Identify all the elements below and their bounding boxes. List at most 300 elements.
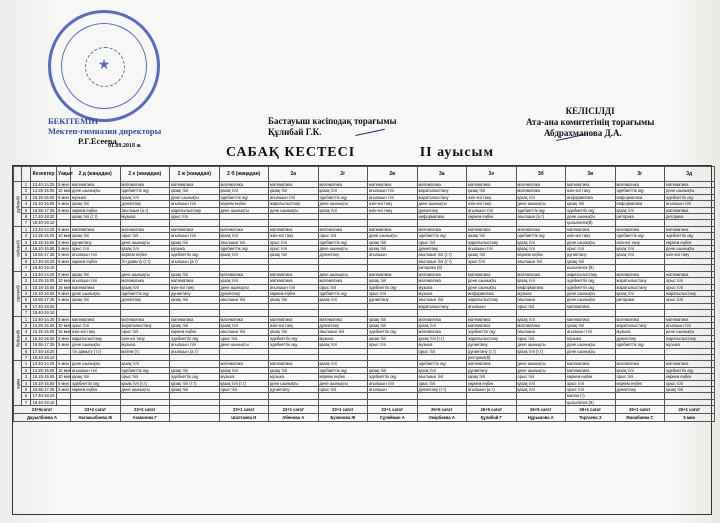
subject-cell: тіл дамыту (т.т)	[71, 348, 121, 354]
subject-cell: өзін-өзі тану	[71, 329, 121, 335]
subject-cell: математика	[417, 271, 467, 277]
subject-cell: қазақ тілі	[318, 188, 368, 194]
break-length: 15 мин	[58, 329, 72, 335]
subject-cell: дене шынықты	[120, 387, 170, 393]
subject-cell: музыка	[269, 374, 319, 380]
lesson-time: 15.15-15.55	[31, 239, 57, 245]
subject-cell: математика	[219, 361, 269, 367]
subject-cell: орыс тілі	[665, 380, 715, 386]
schedule-table	[13, 166, 715, 422]
lesson-time: 16.55-17.35	[31, 342, 57, 348]
subject-cell: қазақ тілі (т.т)	[417, 335, 467, 341]
subject-cell: математика	[219, 316, 269, 322]
subject-cell: математика	[566, 361, 616, 367]
break-length: 10 мин	[58, 278, 72, 284]
subject-cell: математика	[665, 226, 715, 232]
subject-cell: көркем еңбек	[219, 201, 269, 207]
lesson-number: 5	[22, 252, 31, 258]
teacher-cell: Омірбаева А	[417, 414, 467, 422]
subject-cell: әдебиеттік оқу	[219, 246, 269, 252]
hours-cell: 23+2 сағат	[120, 406, 170, 414]
subject-cell: әдебиеттік оқу	[269, 342, 319, 348]
subject-cell: математика	[615, 361, 665, 367]
subject-cell: дүниетану	[467, 342, 517, 348]
class-header: 3ә	[467, 167, 517, 182]
break-length: 5 мин	[58, 246, 69, 252]
subject-cell: орыс тілі	[71, 322, 121, 328]
subject-cell: қазақ тілі	[516, 246, 566, 252]
subject-cell: дене шынықты	[566, 342, 616, 348]
teacher-cell: Торгаева З	[566, 414, 616, 422]
subject-cell: музыка	[71, 194, 121, 200]
hours-row	[14, 406, 715, 414]
subject-cell: ағылшын тілі	[219, 239, 269, 245]
subject-cell: қазақ тілі	[368, 239, 418, 245]
subject-cell: дүниетану	[615, 335, 665, 341]
subject-cell: математика	[170, 182, 220, 188]
class-header: 2 ж (жаңадан)	[170, 167, 220, 182]
break-length: 5 мин	[58, 361, 69, 367]
lesson-number: 5	[22, 387, 31, 393]
subject-cell: математика	[269, 361, 319, 367]
subject-cell: жаратылыстану	[269, 201, 319, 207]
subject-cell: математика	[566, 182, 616, 188]
subject-cell: қазақ тілі	[219, 278, 269, 284]
lesson-time: 16.55-17.35	[31, 387, 57, 393]
subject-cell: дене шынықты	[665, 246, 715, 252]
subject-cell: дене шынықты	[318, 380, 368, 386]
subject-cell: көркем еңбек	[170, 329, 220, 335]
subject-cell: математика	[219, 271, 269, 277]
subject-cell: орыс тілі	[318, 387, 368, 393]
lesson-time: 14.25-15.05	[31, 278, 57, 284]
subject-cell: математика	[170, 316, 220, 322]
subject-cell: дүниетану	[318, 322, 368, 328]
break-length: 5 мин	[58, 290, 69, 296]
lesson-number: 6	[22, 348, 31, 354]
subject-cell: қазақ тілі	[368, 367, 418, 373]
subject-cell: математика	[219, 226, 269, 232]
subject-cell: математика	[417, 278, 467, 284]
subject-cell: дене шынықты	[566, 214, 616, 220]
teacher-cell: Нагашыбаева Ж	[71, 414, 121, 422]
lesson-number: 6	[22, 303, 31, 309]
subject-cell: жаратылыстану	[665, 335, 715, 341]
subject-cell: математика	[120, 316, 170, 322]
subject-cell: ағылшын тілі	[417, 297, 467, 303]
lesson-number: 5	[22, 207, 31, 213]
subject-cell: математика	[269, 182, 319, 188]
subject-cell: қазақ тілі	[170, 271, 220, 277]
subject-cell: дене шынықты	[318, 246, 368, 252]
hours-cell	[170, 406, 220, 414]
subject-cell: ағылшын тілі	[219, 329, 269, 335]
subject-cell: дене шынықты	[516, 361, 566, 367]
lesson-time: 15.15-15.55	[31, 194, 57, 200]
subject-cell: әдебиеттік оқу	[417, 233, 467, 239]
subject-cell: қазақ тілі	[219, 252, 269, 258]
corner-cell	[14, 167, 22, 182]
subject-cell: қазақ тілі	[71, 297, 121, 303]
subject-cell: математика	[516, 322, 566, 328]
subject-cell: дүниетану	[269, 387, 319, 393]
subject-cell: ағылшын тілі	[368, 188, 418, 194]
subject-cell: әдебиеттік оқу	[467, 329, 517, 335]
subject-cell: орыс тілі	[368, 290, 418, 296]
teacher-cell: Абенова А	[269, 414, 319, 422]
subject-cell: жаратылыстану	[615, 278, 665, 284]
subject-cell: математика	[417, 329, 467, 335]
subject-cell: әдебиеттік оқу	[318, 239, 368, 245]
subject-cell: риторика	[615, 297, 665, 303]
teacher-cell	[170, 414, 220, 422]
subject-cell: әдебиеттік оқу	[71, 380, 121, 386]
schedule-grid	[12, 165, 712, 515]
subject-cell: жаратылыстану	[170, 207, 220, 213]
lesson-number: 7	[22, 354, 31, 360]
subject-cell: әдебиеттік оқу	[170, 374, 220, 380]
lesson-number: 6	[22, 393, 31, 399]
subject-cell: дене шынықты	[71, 290, 121, 296]
lesson-time: 16.10-16.55	[31, 201, 57, 207]
teacher-cell: Шалтаева И	[219, 414, 269, 422]
subject-cell: дүниетану	[120, 201, 170, 207]
lesson-number: 1	[22, 182, 31, 188]
subject-cell: қазақ тілі	[516, 278, 566, 284]
subject-cell: дүниетану	[417, 207, 467, 213]
subject-cell: дене шынықты	[665, 188, 715, 194]
subject-cell: орыс тілі	[566, 246, 616, 252]
subject-cell: дене шынықты	[170, 194, 220, 200]
subject-cell: өзін-өзі тану	[368, 201, 418, 207]
subject-cell: дене шынықты	[467, 278, 517, 284]
subject-cell: қазақ тілі	[269, 252, 319, 258]
subject-cell: жаратылыстану	[417, 303, 467, 309]
subject-cell: дүниетану	[368, 297, 418, 303]
subject-cell: көркем еңбек	[269, 290, 319, 296]
subject-cell: қазақ тілі	[615, 367, 665, 373]
subject-cell: дүниетану	[120, 297, 170, 303]
subject-cell: математика	[318, 278, 368, 284]
subject-cell: қызылелек (8)	[566, 399, 616, 405]
title-shift: II ауысым	[419, 145, 494, 160]
lesson-number: 3	[22, 239, 31, 245]
subject-cell: жаратылыстану	[467, 335, 517, 341]
subject-cell: музыка	[318, 335, 368, 341]
subject-cell: дене шынықты	[71, 361, 121, 367]
subject-cell: қазақ тілі	[516, 316, 566, 322]
subject-cell: информатика	[615, 201, 665, 207]
parent-committee-role: Ата-ана комитетінің торағымы	[526, 117, 655, 127]
subject-cell: қазақ тілі	[269, 297, 319, 303]
corner-label: Кезектер	[31, 167, 57, 182]
subject-cell: қазақ тілі	[120, 284, 170, 290]
lesson-number: 4	[22, 335, 31, 341]
subject-cell: орыс тілі	[417, 348, 467, 354]
subject-cell: қазақ тілі	[219, 367, 269, 373]
official-stamp	[48, 10, 160, 122]
subject-cell: қазақ тілі	[269, 188, 319, 194]
subject-cell: дене шынықты	[516, 367, 566, 373]
subject-cell: музыка	[120, 214, 170, 220]
teacher-cell: Сұлейман А	[368, 414, 418, 422]
lesson-number: 1	[22, 271, 31, 277]
subject-cell: қазақ тілі	[368, 278, 418, 284]
subject-cell: математика	[318, 316, 368, 322]
lesson-time: 18.40-19.10	[31, 354, 57, 360]
lesson-time: 17.40-18.20	[31, 214, 57, 220]
subject-cell: өзін-өзі тану	[170, 284, 220, 290]
subject-cell: қазақ тілі	[219, 233, 269, 239]
subject-cell: математика	[467, 322, 517, 328]
approval-block	[48, 116, 161, 146]
subject-cell: орыс тілі	[318, 233, 368, 239]
subject-cell: ағылшын	[516, 297, 566, 303]
hours-cell: 23+2 сағат	[71, 406, 121, 414]
subject-cell: қазақ тілі	[219, 188, 269, 194]
subject-cell: ағылшын тілі	[269, 284, 319, 290]
subject-cell: математика	[120, 182, 170, 188]
subject-cell: ағылшын (а.т)	[170, 348, 220, 354]
subject-cell: дене шынықты	[71, 342, 121, 348]
subject-cell: ағылшын тілі	[71, 367, 121, 373]
lesson-time: 15.15-15.55	[31, 329, 57, 335]
subject-cell: ағылшын тілі (т.т)	[417, 252, 467, 258]
director-role: Мектеп-гимназия директоры	[48, 126, 162, 136]
lesson-number: 1	[22, 361, 31, 367]
subject-cell: ағылшын тілі	[219, 297, 269, 303]
subject-cell: математика	[269, 271, 319, 277]
subject-cell: орыс тілі	[269, 239, 319, 245]
hours-cell: 26+5 сағат	[417, 406, 467, 414]
subject-cell: әдебиеттік оқу	[665, 233, 715, 239]
subject-cell: орыс тілі	[170, 214, 220, 220]
lesson-number: 3	[22, 194, 31, 200]
subject-cell: көркем еңбек	[566, 374, 616, 380]
day-label: сәрсенбі	[14, 271, 22, 316]
subject-cell: музыка	[615, 329, 665, 335]
class-header: 2в	[368, 167, 418, 182]
break-length: 5 мин	[58, 182, 69, 187]
break-length: 5 мин	[58, 239, 69, 245]
subject-cell: қазақ тілі	[368, 246, 418, 252]
break-length: 5 мин	[58, 387, 69, 392]
subject-cell: дүниетану	[170, 290, 220, 296]
subject-cell: математика	[120, 278, 170, 284]
subject-cell: дене шынықты	[120, 271, 170, 277]
lesson-time: 13.40-14.25	[31, 182, 57, 188]
subject-cell: қазақ тілі (т.т)	[516, 348, 566, 354]
subject-cell: музыка	[516, 290, 566, 296]
subject-cell: математика	[467, 361, 517, 367]
subject-cell: матем (т)	[120, 348, 170, 354]
lesson-number: 7	[22, 265, 31, 271]
subject-cell: риторика	[665, 214, 715, 220]
class-header: 3д	[665, 167, 715, 182]
teacher-cell: 5 мин	[665, 414, 715, 422]
class-header: 2 б (жаңадан)	[219, 167, 269, 182]
subject-cell: әдебиеттік оқу	[368, 329, 418, 335]
lesson-number: 4	[22, 380, 31, 386]
lesson-time: 16.55-17.35	[31, 207, 57, 213]
subject-cell: өзін-өзі тану	[566, 233, 616, 239]
subject-cell: кызылелек (8)	[566, 265, 616, 271]
subject-cell: көркем еңбек	[516, 252, 566, 258]
union-role: Бастауыш кәсіподақ торағымы	[268, 116, 397, 126]
subject-cell: дене шынықты	[516, 342, 566, 348]
agreement-block	[526, 106, 654, 139]
subject-cell: математика	[269, 278, 319, 284]
subject-cell: қазақ тілі (т.т)	[71, 214, 121, 220]
subject-cell: қазақ тілі	[516, 387, 566, 393]
subject-cell: жаратылыстану	[467, 297, 517, 303]
subject-cell: орыс тілі	[120, 374, 170, 380]
subject-cell: қазақ тілі (т.т)	[170, 380, 220, 386]
break-length: 10 мин	[58, 188, 72, 194]
subject-cell: әдебиеттік оқу	[516, 233, 566, 239]
break-length: 10 мин	[58, 367, 72, 373]
hours-cell: 23+1 сағат	[368, 406, 418, 414]
day-label: сейсенбі	[14, 226, 22, 271]
lesson-number: 7	[22, 220, 31, 226]
lesson-number: 6	[22, 214, 31, 220]
subject-cell: дене шынықты	[219, 342, 269, 348]
lesson-number: 7	[22, 399, 31, 405]
subject-cell: өзін-өзі тану	[120, 335, 170, 341]
subject-cell: математика	[516, 188, 566, 194]
subject-cell: математика	[665, 271, 715, 277]
subject-cell: математика	[615, 182, 665, 188]
subject-cell: орыс тілі	[566, 380, 616, 386]
subject-cell: қазақ тілі	[467, 374, 517, 380]
subject-cell: өзін-өзі тану	[615, 239, 665, 245]
subject-cell: дене шынықты	[516, 201, 566, 207]
subject-cell: қазақ тілі	[566, 322, 616, 328]
subject-cell: ағылшын тілі	[318, 329, 368, 335]
subject-cell: математика	[269, 226, 319, 232]
subject-cell: орыс тілі	[566, 387, 616, 393]
lesson-number: 5	[22, 342, 31, 348]
subject-cell: музыка	[665, 342, 715, 348]
teacher-cell: Жанабаева С	[615, 414, 665, 422]
subject-cell: дүниетану	[417, 246, 467, 252]
subject-cell: әдебиеттік оқу	[120, 290, 170, 296]
subject-cell: орыс тілі	[417, 239, 467, 245]
subject-cell: математика	[417, 182, 467, 188]
subject-cell: дене шынықты	[566, 297, 616, 303]
subject-cell: қазақ тілі	[318, 342, 368, 348]
subject-cell: өзін-өзі тану	[467, 194, 517, 200]
subject-cell: қазақ тілі	[368, 316, 418, 322]
subject-cell: әдебиеттік оқу	[120, 367, 170, 373]
subject-cell: орыс тілі	[417, 380, 467, 386]
subject-cell: дене шынықты	[71, 188, 121, 194]
subject-cell: информатика	[615, 194, 665, 200]
subject-cell: математика	[269, 316, 319, 322]
subject-cell: қызылелек(8)	[566, 220, 616, 226]
subject-cell: ағылшын тілі	[467, 207, 517, 213]
lesson-number: 2	[22, 278, 31, 284]
hours-cell: 23+1 сағат	[219, 406, 269, 414]
subject-cell: тіл дамыту (т.т)	[120, 258, 170, 264]
subject-cell: математика	[219, 182, 269, 188]
subject-cell: әдебиеттік оқу	[170, 252, 220, 258]
subject-cell: дене шынықты	[417, 201, 467, 207]
subject-cell: орыс тілі	[516, 303, 566, 309]
subject-cell: математика	[71, 316, 121, 322]
lesson-time: 16.55-17.35	[31, 252, 57, 258]
subject-cell: жаратылыстану	[71, 335, 121, 341]
lesson-time: 16.10-16.50	[31, 380, 57, 386]
subject-cell: орыс тілі	[318, 284, 368, 290]
lesson-number: 3	[22, 284, 31, 290]
lesson-number: 4	[22, 290, 31, 296]
break-length: 5 мин	[58, 252, 69, 258]
subject-cell: математика	[417, 316, 467, 322]
subject-cell: ағылшын (а.т)	[467, 387, 517, 393]
subject-cell: қазақ тілі (т.т)	[120, 380, 170, 386]
subject-cell: матем (т)	[566, 393, 616, 399]
subject-cell: әдебиеттік оқу	[615, 188, 665, 194]
break-length: 5 мин	[58, 226, 69, 232]
subject-cell: қазақ тілі	[615, 207, 665, 213]
subject-cell: көркем еңбек	[318, 374, 368, 380]
subject-cell: көркем еңбек	[665, 239, 715, 245]
subject-cell: ағылшын тілі	[170, 342, 220, 348]
subject-cell: қазақ тілі	[269, 329, 319, 335]
lesson-time: 18.40-19.10	[31, 220, 57, 226]
subject-cell: көркем еңбек	[467, 380, 517, 386]
subject-cell: орыс тілі	[665, 284, 715, 290]
subject-cell: ағылшын	[368, 387, 418, 393]
break-length: 5 мин	[58, 258, 69, 264]
subject-cell: математика	[417, 226, 467, 232]
subject-cell: орыс тілі	[120, 233, 170, 239]
lesson-time: 13.40-14.25	[31, 226, 57, 232]
lesson-number: 4	[22, 201, 31, 207]
break-length: 10 мин	[58, 233, 72, 239]
lesson-time: 13.40-14.25	[31, 316, 57, 322]
lesson-number: 4	[22, 246, 31, 252]
subject-cell: әдебиеттік оқу	[665, 367, 715, 373]
schedule-body	[14, 182, 715, 406]
subject-cell: дене шынықты	[318, 271, 368, 277]
lesson-time: 15.15-15.55	[31, 374, 57, 380]
lesson-time: 18.40-19.10	[31, 265, 57, 271]
lesson-time: 17.40-18.20	[31, 258, 57, 264]
lesson-number: 6	[22, 258, 31, 264]
subject-cell: дене шынықты	[219, 207, 269, 213]
subject-cell: әдебиеттік оқу	[566, 284, 616, 290]
subject-cell: орыс тілі	[219, 335, 269, 341]
subject-cell: қазақ тілі	[467, 233, 517, 239]
break-length: 5 мин	[58, 271, 69, 277]
subject-cell: дене шынықты	[269, 380, 319, 386]
subject-cell: қазақ тілі	[368, 335, 418, 341]
subject-cell: көркем еңбек	[120, 252, 170, 258]
subject-cell: қазақ тілі	[120, 246, 170, 252]
subject-cell: музыка	[417, 290, 467, 296]
subject-cell: математика	[665, 361, 715, 367]
day-label: дүйсенбі	[14, 182, 22, 227]
subject-cell: көркем еңбек	[71, 207, 121, 213]
subject-cell: көркем еңбек	[467, 214, 517, 220]
parent-committee-name: Абдрахманова Д.А.	[544, 128, 622, 138]
subject-cell: математика	[566, 367, 616, 373]
subject-cell: математика	[71, 284, 121, 290]
subject-cell: математика	[71, 182, 121, 188]
subject-cell: орыс тілі	[368, 342, 418, 348]
